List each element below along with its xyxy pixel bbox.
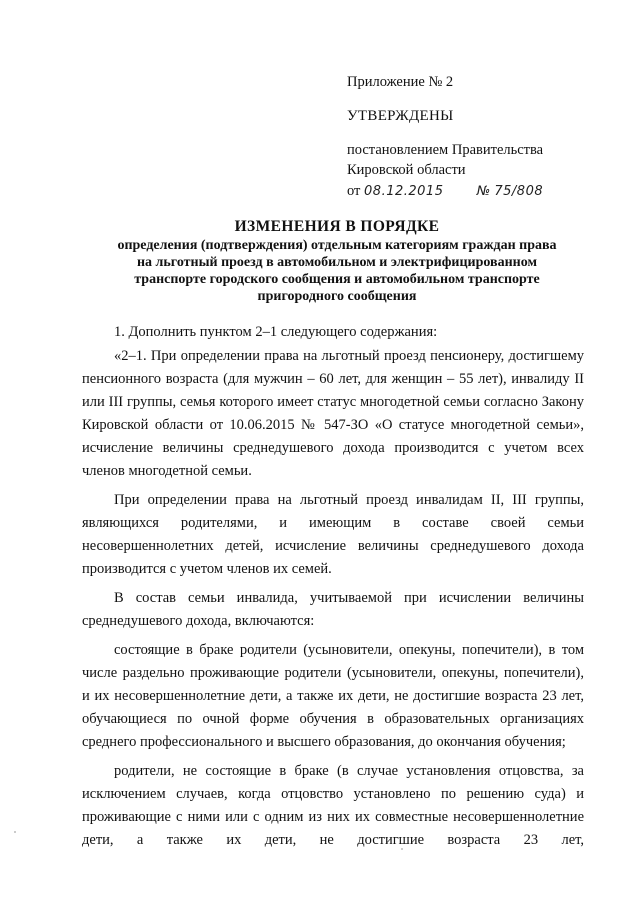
scan-speck — [14, 831, 16, 833]
paragraph: состоящие в браке родители (усыновители, опекуны, попечители), в том числе раздельно проживающие родители (усыновители, опекуны, попечители), и их несовершеннолетние дети, а также их дети, не достигшие возраста 23 лет, обучающиеся по очной форме обучения в образовательных организациях среднего профессионального и высшего образования, до окончания обучения; — [82, 642, 584, 750]
subtitle-line: определения (подтверждения) отдельным категориям граждан права — [117, 238, 557, 253]
document-title — [92, 217, 582, 305]
subtitle-line: пригородного сообщения — [257, 289, 417, 304]
subtitle-line: на льготный проезд в автомобильном и электрифицированном — [136, 255, 537, 270]
approved-heading: УТВЕРЖДЕНЫ — [347, 108, 454, 124]
subtitle-line: транспорте городского сообщения и автомобильном транспорте — [134, 272, 540, 287]
document-body — [82, 321, 584, 852]
approval-stamp-block — [347, 72, 607, 202]
paragraph: При определении права на льготный проезд инвалидам II, III группы, являющихся родителями, и имеющим в составе своей семьи несовершеннолетних детей, исчисление величины среднедушевого дохода производится с учетом членов их семей. — [82, 492, 584, 577]
title-subtitle — [92, 237, 582, 305]
resolution-line-2: Кировской области — [347, 162, 466, 178]
scan-speck — [401, 848, 403, 850]
handwritten-date: 08.12.2015 — [364, 184, 444, 199]
paragraph: 1. Дополнить пунктом 2–1 следующего содержания: — [114, 324, 438, 340]
resolution-line-1: постановлением Правительства — [347, 142, 544, 158]
title-main: ИЗМЕНЕНИЯ В ПОРЯДКЕ — [234, 218, 440, 235]
number-prefix: № — [476, 184, 491, 199]
appendix-label: Приложение № 2 — [347, 74, 454, 90]
date-prefix: от — [347, 183, 361, 199]
paragraph: родители, не состоящие в браке (в случае установления отцовства, за исключением случаев, когда отцовство установлено по решению суда) и проживающие с ними или с одним из них их совместные несовершеннолетние дети, а также их дети, не достигшие возраста 23 лет, — [82, 763, 584, 848]
paragraph: В состав семьи инвалида, учитываемой при исчислении величины среднедушевого дохода, включаются: — [82, 590, 584, 629]
paragraph: «2–1. При определении права на льготный проезд пенсионеру, достигшему пенсионного возраста (для мужчин – 60 лет, для женщин – 55 лет), инвалиду II или III группы, семья которого имеет статус многодетной семьи согласно Закону Кировской области от 10.06.2015 № 547-ЗО «О статусе многодетной семьи», исчисление величины среднедушевого дохода производится с учетом всех членов многодетной семьи. — [82, 348, 584, 479]
date-number-row — [347, 181, 607, 202]
handwritten-number: 75/808 — [494, 184, 544, 199]
